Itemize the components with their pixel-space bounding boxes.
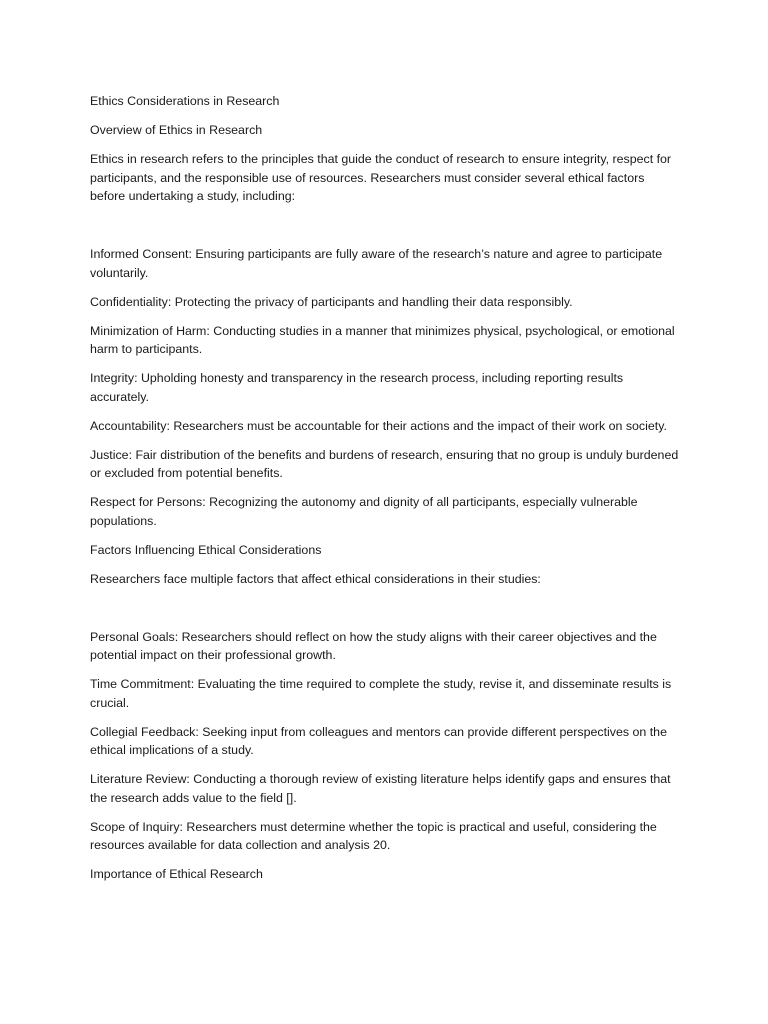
paragraph-spacer (90, 599, 680, 628)
list-item: Collegial Feedback: Seeking input from colleagues and mentors can provide different perspectives on the ethical implications of a study. (90, 724, 667, 757)
section-intro-factors: Researchers face multiple factors that affect ethical considerations in their studies: (90, 571, 541, 586)
list-item: Integrity: Upholding honesty and transparency in the research process, including reporting results accurately. (90, 371, 624, 404)
list-item: Time Commitment: Evaluating the time required to complete the study, revise it, and disseminate results is crucial. (90, 677, 672, 710)
section-intro-overview: Ethics in research refers to the principles that guide the conduct of research to ensure integrity, respect for participants, and the responsible use of resources. Researchers must consider several ethical factors before undertaking a study, including: (90, 152, 672, 203)
list-item: Literature Review: Conducting a thorough review of existing literature helps identify gaps and ensures that the research adds value to the field []. (90, 772, 671, 805)
paragraph-spacer (90, 216, 680, 245)
list-item: Minimization of Harm: Conducting studies in a manner that minimizes physical, psychological, or emotional harm to participants. (90, 323, 675, 356)
list-item: Justice: Fair distribution of the benefits and burdens of research, ensuring that no group is unduly burdened or excluded from potential benefits. (90, 447, 679, 480)
section-heading-overview: Overview of Ethics in Research (90, 123, 263, 137)
section-heading-importance: Importance of Ethical Research (90, 867, 263, 881)
document-title: Ethics Considerations in Research (90, 94, 280, 108)
list-item: Personal Goals: Researchers should reflect on how the study aligns with their career objectives and the potential impact on their professional growth. (90, 629, 657, 662)
list-item: Scope of Inquiry: Researchers must determine whether the topic is practical and useful, considering the resources available for data collection and analysis 20. (90, 819, 657, 852)
list-item: Accountability: Researchers must be accountable for their actions and the impact of their work on society. (90, 418, 667, 433)
section-heading-factors: Factors Influencing Ethical Considerations (90, 542, 322, 557)
document-body (90, 92, 680, 894)
list-item: Respect for Persons: Recognizing the autonomy and dignity of all participants, especially vulnerable populations. (90, 495, 638, 528)
list-item: Informed Consent: Ensuring participants are fully aware of the research’s nature and agree to participate voluntarily. (90, 247, 663, 280)
list-item: Confidentiality: Protecting the privacy of participants and handling their data responsibly. (90, 294, 573, 309)
